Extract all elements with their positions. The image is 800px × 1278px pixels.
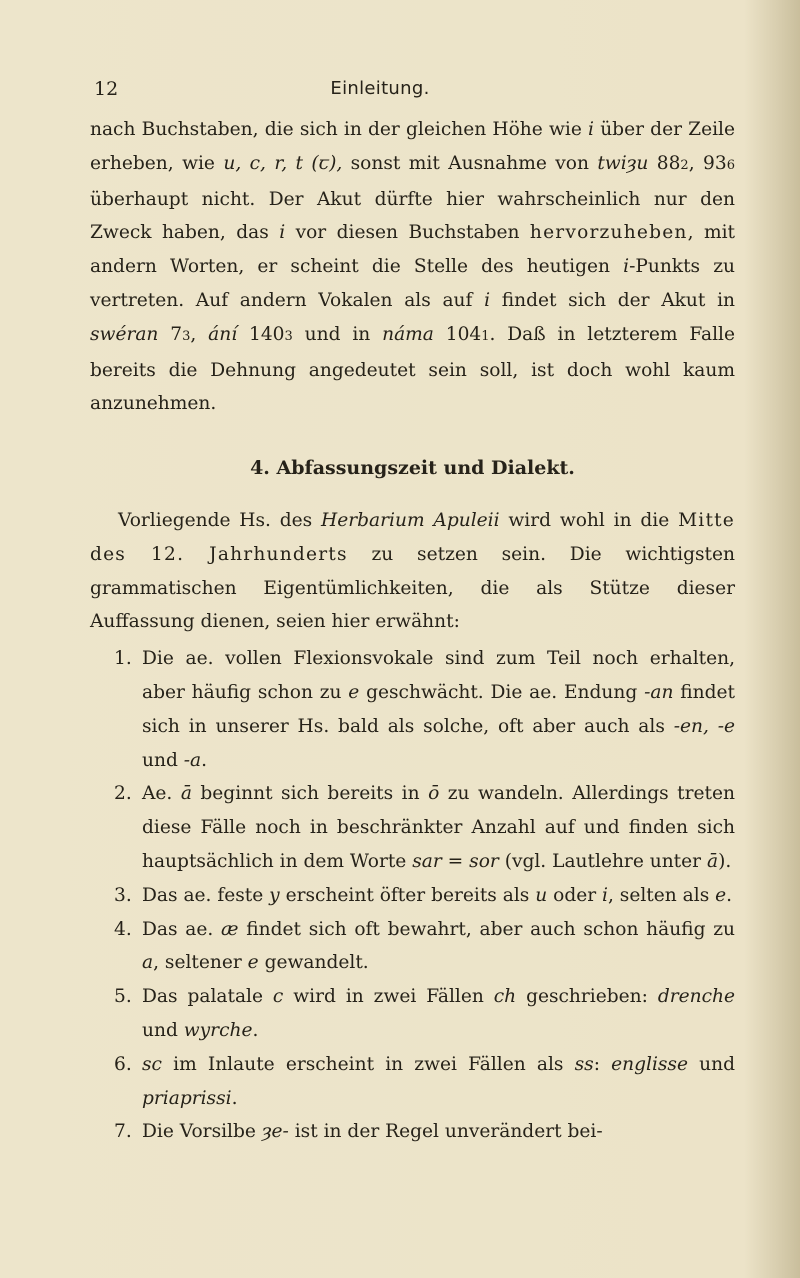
list-item: 2. Ae. ā beginnt sich bereits in ō zu wandeln. Allerdings treten diese Fälle noch in beschränkter Anzahl auf und finden sich hauptsächlich in dem Worte sar = sor (vgl. Lautlehre unter ā). xyxy=(114,783,735,872)
feature-list xyxy=(90,642,735,1149)
list-item: 7. Die Vorsilbe ȝe- ist in der Regel unverändert bei- xyxy=(114,1121,603,1143)
list-item: 3. Das ae. feste y erscheint öfter bereits als u oder i, selten als e. xyxy=(114,884,733,906)
page-body xyxy=(90,113,735,1149)
running-head: Einleitung. xyxy=(330,78,430,99)
list-item: 5. Das palatale c wird in zwei Fällen ch geschrieben: drenche und wyrche. xyxy=(114,986,735,1041)
paragraph-accent: nach Buchstaben, die sich in der gleichen Höhe wie i über der Zeile erheben, wie u, c, r, t (ꞇ), sonst mit Ausnahme von twiȝu 882, 936 überhaupt nicht. Der Akut dürfte hier wahrscheinlich nur den Zweck haben, das i vor diesen Buchstaben hervorzuheben, mit andern Worten, er scheint die Stelle des heutigen i-Punkts zu vertreten. Auf andern Vokalen als auf i findet sich der Akut in swéran 73, ání 1403 und in náma 1041. Daß in letzterem Falle bereits die Dehnung angedeutet sein soll, ist doch wohl kaum anzunehmen. xyxy=(90,119,735,415)
list-item: 1. Die ae. vollen Flexionsvokale sind zum Teil noch erhalten, aber häufig schon zu e geschwächt. Die ae. Endung -an findet sich in unserer Hs. bald als solche, oft aber auch als -en, -e und -a. xyxy=(114,648,736,771)
page-number: 12 xyxy=(94,78,119,100)
page-header xyxy=(0,78,800,106)
section-heading: 4. Abfassungszeit und Dialekt. xyxy=(250,457,575,480)
list-item: 4. Das ae. æ findet sich oft bewahrt, aber auch schon häufig zu a, seltener e gewandelt. xyxy=(114,918,735,974)
paragraph-dating: Vorliegende Hs. des Herbarium Apuleii wird wohl in die Mitte des 12. Jahrhunderts zu setzen sein. Die wichtigsten grammatischen Eigentümlichkeiten, die als Stütze dieser Auffassung dienen, seien hier erwähnt: xyxy=(90,509,735,633)
list-item: 6. sc im Inlaute erscheint in zwei Fällen als ss: englisse und priaprissi. xyxy=(114,1053,735,1109)
